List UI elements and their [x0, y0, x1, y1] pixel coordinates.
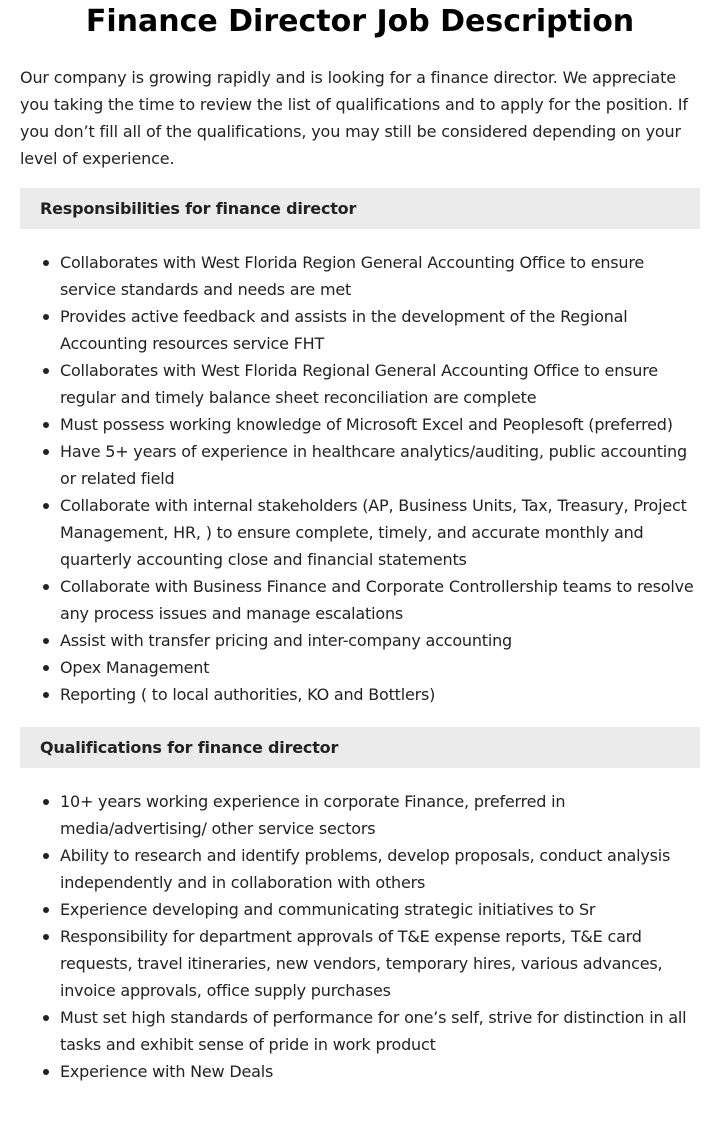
list-item: Must possess working knowledge of Microsoft Excel and Peoplesoft (preferred) — [60, 411, 700, 438]
list-item: Responsibility for department approvals of T&E expense reports, T&E card requests, travel itineraries, new vendors, temporary hires, various advances, invoice approvals, office supply purchases — [60, 923, 700, 1004]
list-item: Collaborates with West Florida Regional General Accounting Office to ensure regular and timely balance sheet reconciliation are complete — [60, 357, 700, 411]
list-item: Collaborate with Business Finance and Corporate Controllership teams to resolve any process issues and manage escalations — [60, 573, 700, 627]
qualifications-list — [20, 788, 700, 1085]
responsibilities-heading: Responsibilities for finance director — [20, 188, 700, 229]
list-item: Ability to research and identify problems, develop proposals, conduct analysis independently and in collaboration with others — [60, 842, 700, 896]
list-item: Have 5+ years of experience in healthcare analytics/auditing, public accounting or related field — [60, 438, 700, 492]
list-item: Experience with New Deals — [60, 1058, 700, 1085]
page-title: Finance Director Job Description — [85, 4, 635, 39]
list-item: Must set high standards of performance for one’s self, strive for distinction in all tasks and exhibit sense of pride in work product — [60, 1004, 700, 1058]
list-item: 10+ years working experience in corporate Finance, preferred in media/advertising/ other service sectors — [60, 788, 700, 842]
list-item: Assist with transfer pricing and inter-company accounting — [60, 627, 700, 654]
list-item: Collaborates with West Florida Region General Accounting Office to ensure service standards and needs are met — [60, 249, 700, 303]
qualifications-heading: Qualifications for finance director — [20, 727, 700, 768]
intro-paragraph: Our company is growing rapidly and is looking for a finance director. We appreciate you taking the time to review the list of qualifications and to apply for the position. If you don’t fill all of the qualifications, you may still be considered depending on your level of experience. — [20, 68, 688, 168]
responsibilities-list — [20, 249, 700, 708]
list-item: Collaborate with internal stakeholders (AP, Business Units, Tax, Treasury, Project Management, HR, ) to ensure complete, timely, and accurate monthly and quarterly accounting close and financial statements — [60, 492, 700, 573]
list-item: Opex Management — [60, 654, 700, 681]
list-item: Reporting ( to local authorities, KO and Bottlers) — [60, 681, 700, 708]
list-item: Provides active feedback and assists in the development of the Regional Accounting resources service FHT — [60, 303, 700, 357]
list-item: Experience developing and communicating strategic initiatives to Sr — [60, 896, 700, 923]
